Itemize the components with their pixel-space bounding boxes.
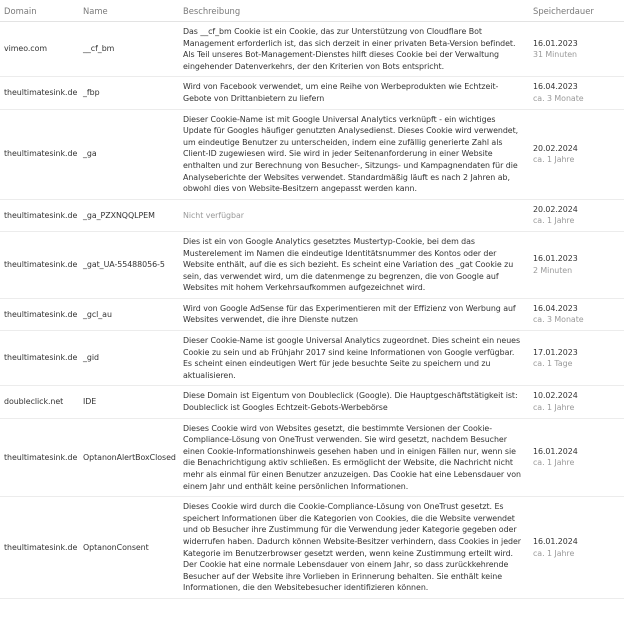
cell-name: OptanonConsent [79,497,179,599]
cell-storage [529,231,624,298]
header-domain: Domain [0,0,79,22]
cell-storage [529,331,624,386]
cell-description: Dieser Cookie-Name ist google Universal Analytics zugeordnet. Dies scheint ein neues Cookie zu sein und ab Frühjahr 2017 sind keine Informationen von Google verfügbar. Es scheint einen eindeutigen Wert für jede besuchte Seite zu speichern und zu aktualisieren. [179,331,529,386]
cell-domain: theultimatesink.de [0,298,79,330]
storage-duration: ca. 1 Jahre [533,155,575,165]
cell-storage [529,418,624,497]
storage-duration: ca. 1 Tage [533,359,573,369]
table-row [0,298,624,330]
storage-date: 16.04.2023 [533,82,578,92]
cell-storage [529,199,624,231]
cell-storage [529,298,624,330]
cell-storage [529,109,624,199]
header-description: Beschreibung [179,0,529,22]
cell-storage [529,77,624,109]
cell-domain: theultimatesink.de [0,231,79,298]
cell-name: _fbp [79,77,179,109]
storage-date: 16.01.2024 [533,446,578,456]
header-name: Name [79,0,179,22]
cell-name: __cf_bm [79,22,179,77]
storage-duration: ca. 1 Jahre [533,216,575,226]
table-row [0,199,624,231]
table-row [0,231,624,298]
cell-name: _gat_UA-55488056-5 [79,231,179,298]
cell-description: Dieses Cookie wird durch die Cookie-Compliance-Lösung von OneTrust gesetzt. Es speichert Informationen über die Kategorien von Cookies, die die Website verwendet und ob Besucher ihre Zustimmung für die Verwendung jeder Kategorie gegeben oder widerrufen haben. Dadurch können Website-Besitzer verhindern, dass Cookies in jeder Kategorie im Benutzerbrowser gesetzt werden, wenn keine Zustimmung erteilt wird. Der Cookie hat eine normale Lebensdauer von einem Jahr, so dass zurückkehrende Besucher auf der Website ihre Vorlieben in Erinnerung behalten. Sie enthält keine Informationen, die den Websitebesucher identifizieren können. [179,497,529,599]
storage-date: 20.02.2024 [533,143,578,153]
cell-name: _gid [79,331,179,386]
storage-duration: ca. 1 Jahre [533,403,575,413]
table-row [0,497,624,599]
storage-date: 20.02.2024 [533,204,578,214]
storage-duration: ca. 1 Jahre [533,458,575,468]
table-row [0,22,624,77]
cell-storage [529,386,624,418]
cell-storage [529,22,624,77]
cell-domain: theultimatesink.de [0,418,79,497]
storage-date: 10.02.2024 [533,391,578,401]
cell-domain: doubleclick.net [0,386,79,418]
storage-duration: ca. 1 Jahre [533,548,575,558]
cell-domain: theultimatesink.de [0,109,79,199]
table-row [0,331,624,386]
cell-description: Nicht verfügbar [179,199,529,231]
storage-duration: 31 Minuten [533,50,578,60]
table-row [0,109,624,199]
table-row [0,386,624,418]
table-header-row [0,0,624,22]
cell-description: Wird von Facebook verwendet, um eine Reihe von Werbeprodukten wie Echtzeit-Gebote von Drittanbietern zu liefern [179,77,529,109]
cell-name: _ga_PZXNQQLPEM [79,199,179,231]
cell-domain: theultimatesink.de [0,77,79,109]
table-row [0,418,624,497]
cell-description: Dieser Cookie-Name ist mit Google Universal Analytics verknüpft - ein wichtiges Update für Googles häufiger genutzten Analysedienst. Dieses Cookie wird verwendet, um eindeutige Benutzer zu unterscheiden, indem eine zufällig generierte Zahl als Client-ID zugewiesen wird. Sie wird in jeder Seitenanforderung in einer Website enthalten und zur Berechnung von Besucher-, Sitzungs- und Kampagnendaten für die Analyseberichte der Websites verwendet. Standardmäßig läuft es nach 2 Jahren ab, obwohl dies von Website-Besitzern angepasst werden kann. [179,109,529,199]
storage-date: 16.01.2023 [533,254,578,264]
cell-description: Diese Domain ist Eigentum von Doubleclick (Google). Die Hauptgeschäftstätigkeit ist: Doubleclick ist Googles Echtzeit-Gebots-Werbebörse [179,386,529,418]
cell-name: OptanonAlertBoxClosed [79,418,179,497]
storage-duration: ca. 3 Monate [533,93,584,103]
cell-storage [529,497,624,599]
cell-domain: theultimatesink.de [0,331,79,386]
storage-date: 16.04.2023 [533,303,578,313]
header-storage-duration: Speicherdauer [529,0,624,22]
cell-description: Das __cf_bm Cookie ist ein Cookie, das zur Unterstützung von Cloudflare Bot Management erforderlich ist, das sich derzeit in einer privaten Beta-Version befindet. Als Teil unseres Bot-Management-Dienstes hilft dieses Cookie bei der Verwaltung eingehender Datenverkehrs, der den Kriterien von Bots entspricht. [179,22,529,77]
storage-date: 16.01.2023 [533,38,578,48]
storage-duration: ca. 3 Monate [533,315,584,325]
cell-domain: theultimatesink.de [0,497,79,599]
cell-name: IDE [79,386,179,418]
cell-description: Dieses Cookie wird von Websites gesetzt, die bestimmte Versionen der Cookie-Compliance-Lösung von OneTrust verwenden. Sie wird gesetzt, nachdem Besucher einen Cookie-Informationshinweis gesehen haben und in einigen Fällen nur, wenn sie die Benachrichtigung aktiv schließen. Es ermöglicht der Website, die Nachricht nicht mehr als einmal für einen Benutzer anzuzeigen. Das Cookie hat eine Lebensdauer von einem Jahr und enthält keine persönlichen Informationen. [179,418,529,497]
storage-date: 17.01.2023 [533,347,578,357]
cell-name: _ga [79,109,179,199]
storage-duration: 2 Minuten [533,265,573,275]
storage-date: 16.01.2024 [533,536,578,546]
cell-domain: theultimatesink.de [0,199,79,231]
cell-name: _gcl_au [79,298,179,330]
cell-domain: vimeo.com [0,22,79,77]
cell-description: Wird von Google AdSense für das Experimentieren mit der Effizienz von Werbung auf Websites verwendet, die ihre Dienste nutzen [179,298,529,330]
table-row [0,77,624,109]
cell-description: Dies ist ein von Google Analytics gesetztes Mustertyp-Cookie, bei dem das Musterelement im Namen die eindeutige Identitätsnummer des Kontos oder der Website enthält, auf die es sich bezieht. Es scheint eine Variation des _gat Cookie zu sein, das verwendet wird, um die datenmenge zu begrenzen, die von Google auf Websites mit hohem Verkehrsaufkommen aufgezeichnet wird. [179,231,529,298]
